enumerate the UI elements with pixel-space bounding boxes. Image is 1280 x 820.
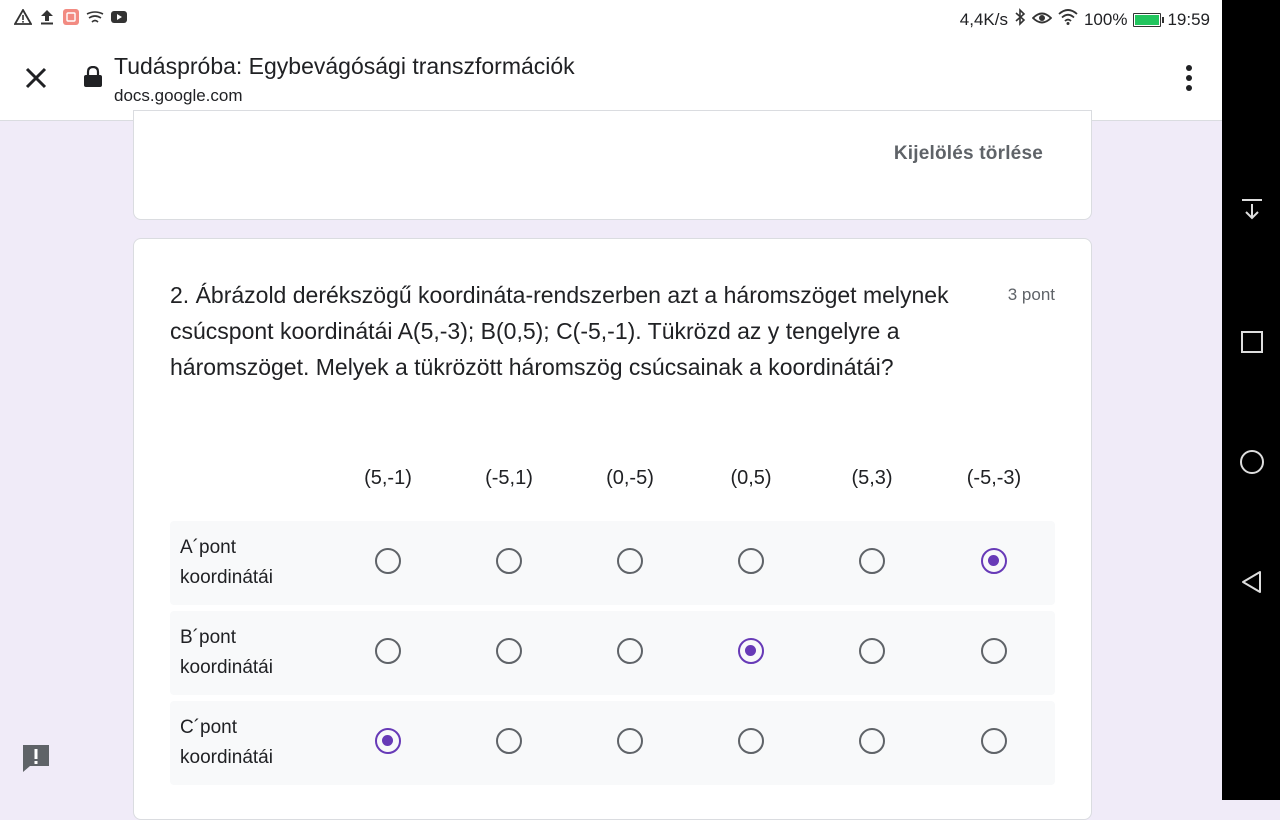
radio-option[interactable]: [859, 728, 885, 754]
browser-toolbar: [0, 36, 1222, 121]
radio-option[interactable]: [375, 638, 401, 664]
more-options-icon[interactable]: [1178, 63, 1200, 93]
row-label-line1: C´pont: [180, 717, 238, 738]
status-right: [960, 8, 1210, 31]
column-header: (-5,-3): [966, 467, 1022, 489]
bluetooth-icon: [1014, 8, 1026, 31]
warning-icon: [14, 8, 32, 26]
row-label-line1: B´pont: [180, 627, 236, 648]
upload-icon: [38, 8, 56, 26]
radio-option[interactable]: [496, 548, 522, 574]
column-header: (0,5): [730, 467, 772, 489]
clear-selection-button[interactable]: Kijelölés törlése: [893, 143, 1043, 164]
radio-option[interactable]: [981, 548, 1007, 574]
page-url: docs.google.com: [114, 86, 243, 105]
clock: 19:59: [1167, 9, 1210, 29]
question-text: 2. Ábrázold derékszögű koordináta-rendszerben azt a háromszöget melynek csúcspont koordinátái A(5,-3); B(0,5); C(-5,-1). Tükrözd az y tengelyre a háromszöget. Melyek a tükrözött háromszög csúcsainak a koordinátái?: [170, 282, 949, 380]
back-icon[interactable]: [1239, 569, 1265, 595]
row-label: [180, 533, 273, 593]
radio-option[interactable]: [981, 728, 1007, 754]
battery-percent: 100%: [1083, 9, 1128, 29]
notification-app-icon: [62, 8, 80, 26]
radio-option[interactable]: [617, 548, 643, 574]
row-label-line2: koordinátái: [180, 657, 273, 678]
system-navigation-bar: [1222, 0, 1280, 800]
status-left-icons: [14, 8, 128, 26]
radio-option[interactable]: [375, 548, 401, 574]
grid-row-a: [170, 521, 1055, 605]
radio-option[interactable]: [738, 548, 764, 574]
radio-option[interactable]: [981, 638, 1007, 664]
youtube-icon: [110, 8, 128, 26]
row-label: [180, 713, 273, 773]
radio-option[interactable]: [859, 548, 885, 574]
radio-option[interactable]: [738, 638, 764, 664]
previous-question-card: [133, 110, 1092, 220]
grid-row-b: [170, 611, 1055, 695]
column-header: (0,-5): [606, 467, 654, 489]
report-problem-icon[interactable]: [20, 742, 52, 774]
notification-pulldown-icon[interactable]: [1239, 196, 1265, 222]
grid-row-c: [170, 701, 1055, 785]
wifi-icon: [1058, 9, 1078, 30]
radio-option[interactable]: [496, 638, 522, 664]
recents-icon[interactable]: [1239, 329, 1265, 355]
home-icon[interactable]: [1239, 449, 1265, 475]
radio-option[interactable]: [496, 728, 522, 754]
row-label-line2: koordinátái: [180, 567, 273, 588]
radio-option[interactable]: [859, 638, 885, 664]
column-header: (5,-1): [364, 467, 412, 489]
battery-icon: [1133, 13, 1161, 27]
eye-icon: [1032, 10, 1052, 30]
radio-option[interactable]: [375, 728, 401, 754]
column-header: (-5,1): [485, 467, 533, 489]
points-label: 3 pont: [1007, 285, 1055, 304]
radio-option[interactable]: [617, 638, 643, 664]
radio-option[interactable]: [617, 728, 643, 754]
lock-icon: [83, 66, 103, 88]
question-card: [133, 238, 1092, 820]
status-bar: [0, 0, 1222, 36]
swiftkey-icon: [86, 8, 104, 26]
grid-column-headers: [134, 467, 1091, 497]
row-label-line1: A´pont: [180, 537, 236, 558]
net-speed: 4,4K/s: [959, 9, 1008, 29]
column-header: (5,3): [851, 467, 893, 489]
page-title: Tudáspróba: Egybevágósági transzformációk: [114, 53, 575, 79]
radio-option[interactable]: [738, 728, 764, 754]
close-icon[interactable]: [22, 64, 50, 92]
row-label-line2: koordinátái: [180, 747, 273, 768]
row-label: [180, 623, 273, 683]
